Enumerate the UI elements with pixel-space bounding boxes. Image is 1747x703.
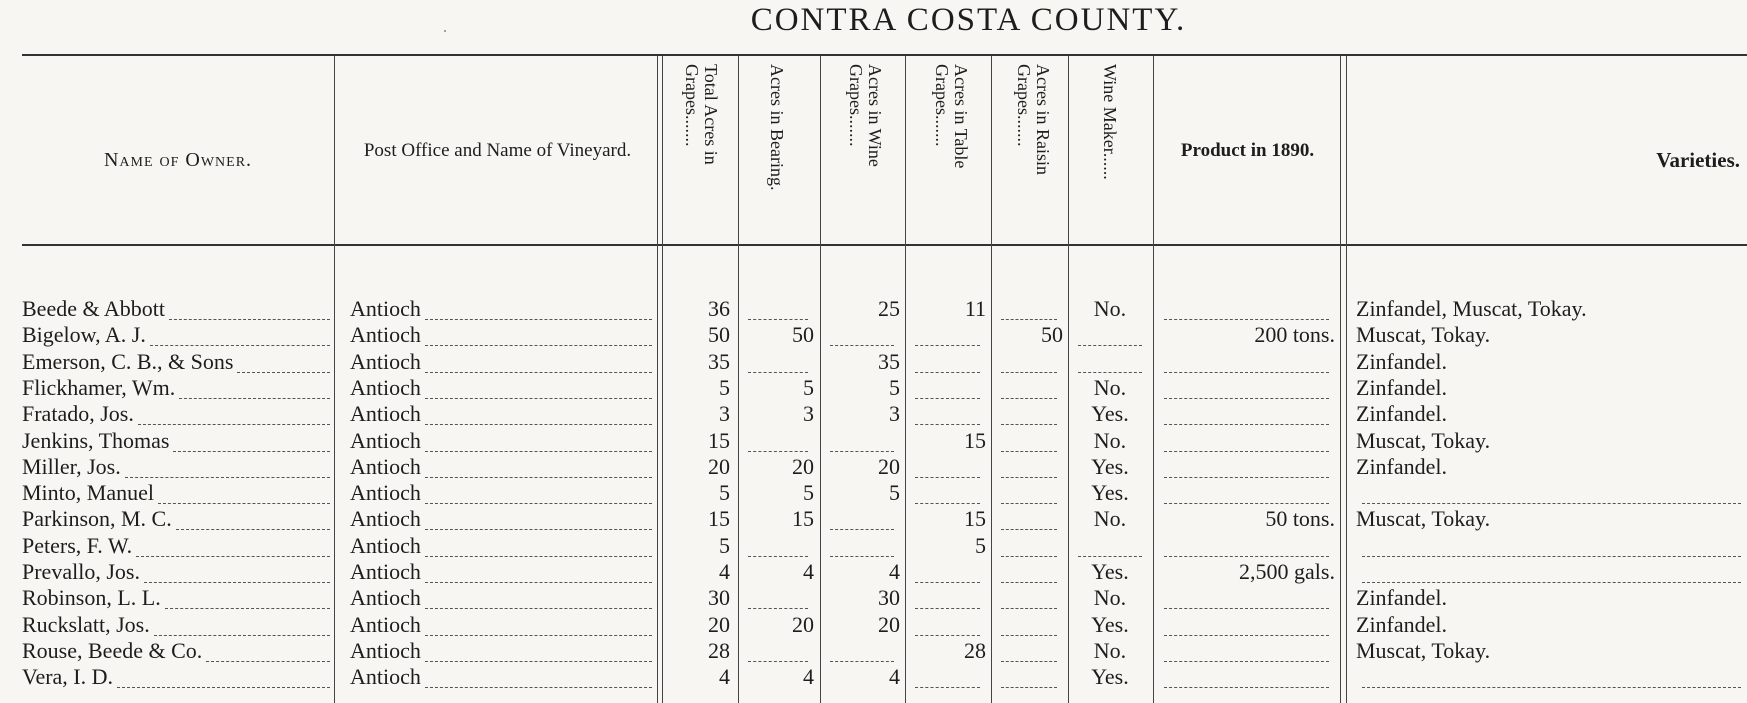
cell-post-office: Antioch <box>350 481 421 506</box>
empty-cell-leader <box>1164 481 1329 504</box>
cell-wine: 5 <box>889 375 900 400</box>
cell-post-office: Antioch <box>350 402 421 427</box>
cell-varieties: Zinfandel. <box>1356 612 1448 637</box>
cell-owner: Parkinson, M. C. <box>22 507 172 532</box>
empty-cell-leader <box>830 534 894 557</box>
text-leader <box>165 586 330 609</box>
cell-bearing: 15 <box>792 507 814 532</box>
cell-maker: No. <box>1093 638 1127 663</box>
cell-varieties: Zinfandel. <box>1356 586 1448 611</box>
cell-total: 30 <box>708 586 730 611</box>
cell-bearing: 5 <box>803 481 814 506</box>
empty-cell-leader <box>915 455 980 478</box>
print-speck <box>444 30 446 32</box>
cell-owner: Miller, Jos. <box>22 454 121 479</box>
header-acres-bearing: Acres in Bearing. <box>767 64 787 191</box>
text-leader <box>206 639 330 662</box>
cell-product: 200 tons. <box>1254 323 1335 348</box>
cell-maker: Yes. <box>1091 612 1129 637</box>
header-bottom-rule <box>22 244 1747 246</box>
empty-cell-leader <box>1362 560 1741 583</box>
cell-bearing: 50 <box>792 323 814 348</box>
text-leader <box>158 481 330 504</box>
cell-wine: 20 <box>878 612 900 637</box>
cell-maker: Yes. <box>1091 481 1129 506</box>
empty-cell-leader <box>1001 534 1057 557</box>
header-top-rule <box>22 54 1747 56</box>
empty-cell-leader <box>1164 402 1329 425</box>
cell-post-office: Antioch <box>350 375 421 400</box>
cell-post-office: Antioch <box>350 454 421 479</box>
empty-cell-leader <box>748 429 808 452</box>
text-leader <box>425 560 652 583</box>
cell-post-office: Antioch <box>350 612 421 637</box>
empty-cell-leader <box>830 323 894 346</box>
empty-cell-leader <box>1164 297 1329 320</box>
text-leader <box>425 376 652 399</box>
empty-cell-leader <box>915 586 980 609</box>
cell-post-office: Antioch <box>350 586 421 611</box>
cell-post-office: Antioch <box>350 349 421 374</box>
cell-owner: Fratado, Jos. <box>22 402 134 427</box>
cell-owner: Rouse, Beede & Co. <box>22 638 203 663</box>
empty-cell-leader <box>748 586 808 609</box>
table-row <box>0 534 1747 558</box>
empty-cell-leader <box>915 665 980 688</box>
empty-cell-leader <box>1001 429 1057 452</box>
table-row <box>0 586 1747 610</box>
text-leader <box>425 534 652 557</box>
cell-wine: 30 <box>878 586 900 611</box>
empty-cell-leader <box>1164 429 1329 452</box>
cell-maker: Yes. <box>1091 454 1129 479</box>
cell-maker: No. <box>1093 375 1127 400</box>
empty-cell-leader <box>915 402 980 425</box>
text-leader <box>138 402 330 425</box>
empty-cell-leader <box>1164 639 1329 662</box>
cell-post-office: Antioch <box>350 428 421 453</box>
empty-cell-leader <box>1001 665 1057 688</box>
text-leader <box>125 455 330 478</box>
text-leader <box>425 323 652 346</box>
empty-cell-leader <box>1001 455 1057 478</box>
empty-cell-leader <box>1001 586 1057 609</box>
cell-owner: Beede & Abbott <box>22 297 165 321</box>
table-row <box>0 429 1747 453</box>
cell-varieties: Zinfandel. <box>1356 402 1448 427</box>
cell-owner: Prevallo, Jos. <box>22 560 140 584</box>
cell-varieties: Zinfandel, Muscat, Tokay. <box>1356 297 1587 321</box>
empty-cell-leader <box>830 429 894 452</box>
cell-owner: Emerson, C. B., & Sons <box>22 349 234 374</box>
cell-total: 35 <box>708 349 730 374</box>
text-leader <box>425 350 652 373</box>
empty-cell-leader <box>748 534 808 557</box>
text-leader <box>144 560 330 583</box>
cell-total: 36 <box>708 297 730 321</box>
text-leader <box>173 429 330 452</box>
empty-cell-leader <box>1164 665 1329 688</box>
cell-varieties: Zinfandel. <box>1356 349 1448 374</box>
cell-wine: 35 <box>878 349 900 374</box>
text-leader <box>425 586 652 609</box>
cell-product: 50 tons. <box>1265 507 1335 532</box>
cell-wine: 3 <box>889 402 900 427</box>
cell-owner: Vera, I. D. <box>22 665 114 690</box>
empty-cell-leader <box>748 639 808 662</box>
empty-cell-leader <box>1078 323 1142 346</box>
empty-cell-leader <box>915 560 980 583</box>
empty-cell-leader <box>830 507 894 530</box>
header-owner: Name of Owner. <box>103 149 253 171</box>
cell-maker: Yes. <box>1091 402 1129 427</box>
header-post-office: Post Office and Name of Vineyard. <box>363 140 632 161</box>
empty-cell-leader <box>1078 534 1142 557</box>
table-row <box>0 507 1747 531</box>
header-total-acres: Total Acres in Grapes....... <box>682 64 721 165</box>
cell-total: 50 <box>708 323 730 348</box>
table-row <box>0 481 1747 505</box>
cell-total: 15 <box>708 507 730 532</box>
table-row <box>0 350 1747 374</box>
empty-cell-leader <box>1001 297 1057 320</box>
table-row <box>0 639 1747 663</box>
table-row <box>0 323 1747 347</box>
text-leader <box>154 613 330 636</box>
cell-table: 11 <box>964 297 986 321</box>
empty-cell-leader <box>915 323 980 346</box>
page-title: CONTRA COSTA COUNTY. <box>750 2 1187 38</box>
empty-cell-leader <box>1164 613 1329 636</box>
header-wine-maker: Wine Maker...... <box>1100 64 1120 180</box>
text-leader <box>425 665 652 688</box>
cell-owner: Minto, Manuel <box>22 481 154 506</box>
text-leader <box>425 481 652 504</box>
cell-total: 4 <box>719 665 730 690</box>
cell-wine: 25 <box>878 297 900 321</box>
cell-total: 3 <box>719 402 730 427</box>
empty-cell-leader <box>748 350 808 373</box>
empty-cell-leader <box>1164 534 1329 557</box>
cell-table: 15 <box>964 428 986 453</box>
text-leader <box>179 376 330 399</box>
text-leader <box>136 534 330 557</box>
header-acres-raisin: Acres in Raisin Grapes....... <box>1014 64 1053 175</box>
cell-bearing: 4 <box>803 665 814 690</box>
cell-total: 28 <box>708 638 730 663</box>
cell-wine: 20 <box>878 454 900 479</box>
cell-owner: Bigelow, A. J. <box>22 323 146 348</box>
cell-owner: Peters, F. W. <box>22 533 133 558</box>
text-leader <box>425 429 652 452</box>
cell-total: 5 <box>719 481 730 506</box>
empty-cell-leader <box>1164 586 1329 609</box>
empty-cell-leader <box>915 350 980 373</box>
cell-table: 15 <box>964 507 986 532</box>
cell-total: 4 <box>719 560 730 584</box>
text-leader <box>117 665 330 688</box>
empty-cell-leader <box>1164 350 1329 373</box>
cell-owner: Ruckslatt, Jos. <box>22 612 150 637</box>
table-row <box>0 560 1747 584</box>
empty-cell-leader <box>915 481 980 504</box>
table-row <box>0 455 1747 479</box>
cell-post-office: Antioch <box>350 507 421 532</box>
cell-total: 15 <box>708 428 730 453</box>
text-leader <box>425 455 652 478</box>
cell-varieties: Muscat, Tokay. <box>1356 323 1491 348</box>
cell-total: 20 <box>708 612 730 637</box>
empty-cell-leader <box>830 639 894 662</box>
cell-bearing: 3 <box>803 402 814 427</box>
cell-post-office: Antioch <box>350 297 421 321</box>
cell-bearing: 20 <box>792 454 814 479</box>
cell-maker: Yes. <box>1091 665 1129 690</box>
cell-varieties: Muscat, Tokay. <box>1356 638 1491 663</box>
empty-cell-leader <box>1001 481 1057 504</box>
table-row <box>0 376 1747 400</box>
empty-cell-leader <box>1001 507 1057 530</box>
empty-cell-leader <box>1001 402 1057 425</box>
text-leader <box>425 613 652 636</box>
cell-total: 5 <box>719 375 730 400</box>
cell-maker: No. <box>1093 297 1127 321</box>
text-leader <box>425 507 652 530</box>
empty-cell-leader <box>1362 665 1741 688</box>
cell-post-office: Antioch <box>350 533 421 558</box>
empty-cell-leader <box>1078 350 1142 373</box>
text-leader <box>425 639 652 662</box>
cell-wine: 5 <box>889 481 900 506</box>
cell-total: 20 <box>708 454 730 479</box>
table-row <box>0 613 1747 637</box>
text-leader <box>150 323 330 346</box>
table-row <box>0 665 1747 689</box>
empty-cell-leader <box>1001 350 1057 373</box>
table-row <box>0 402 1747 426</box>
cell-owner: Robinson, L. L. <box>22 586 161 611</box>
cell-table: 5 <box>975 533 986 558</box>
empty-cell-leader <box>1001 639 1057 662</box>
text-leader <box>425 402 652 425</box>
cell-varieties: Zinfandel. <box>1356 375 1448 400</box>
cell-maker: No. <box>1093 586 1127 611</box>
cell-owner: Flickhamer, Wm. <box>22 375 176 400</box>
cell-wine: 4 <box>889 560 900 584</box>
cell-table: 28 <box>964 638 986 663</box>
cell-maker: No. <box>1093 507 1127 532</box>
text-leader <box>237 350 330 373</box>
cell-maker: No. <box>1093 428 1127 453</box>
cell-post-office: Antioch <box>350 665 421 690</box>
empty-cell-leader <box>1362 481 1741 504</box>
table-row <box>0 297 1747 321</box>
cell-varieties: Zinfandel. <box>1356 454 1448 479</box>
empty-cell-leader <box>1164 455 1329 478</box>
empty-cell-leader <box>1001 613 1057 636</box>
empty-cell-leader <box>748 297 808 320</box>
header-acres-table: Acres in Table Grapes....... <box>932 64 971 169</box>
header-varieties: Varieties. <box>1656 148 1740 172</box>
empty-cell-leader <box>1001 560 1057 583</box>
cell-post-office: Antioch <box>350 323 421 348</box>
cell-post-office: Antioch <box>350 560 421 584</box>
empty-cell-leader <box>915 376 980 399</box>
header-acres-wine: Acres in Wine Grapes....... <box>846 64 885 167</box>
cell-product: 2,500 gals. <box>1239 560 1335 584</box>
cell-varieties: Muscat, Tokay. <box>1356 507 1491 532</box>
empty-cell-leader <box>1001 376 1057 399</box>
cell-maker: Yes. <box>1091 560 1129 584</box>
text-leader <box>169 297 330 320</box>
cell-raisin: 50 <box>1041 323 1063 348</box>
cell-wine: 4 <box>889 665 900 690</box>
empty-cell-leader <box>915 613 980 636</box>
empty-cell-leader <box>1164 376 1329 399</box>
text-leader <box>176 507 330 530</box>
cell-owner: Jenkins, Thomas <box>22 428 170 453</box>
cell-bearing: 20 <box>792 612 814 637</box>
cell-varieties: Muscat, Tokay. <box>1356 428 1491 453</box>
header-product: Product in 1890. <box>1180 140 1315 161</box>
text-leader <box>425 297 652 320</box>
cell-bearing: 5 <box>803 375 814 400</box>
empty-cell-leader <box>1362 534 1741 557</box>
cell-bearing: 4 <box>803 560 814 584</box>
cell-post-office: Antioch <box>350 638 421 663</box>
cell-total: 5 <box>719 533 730 558</box>
